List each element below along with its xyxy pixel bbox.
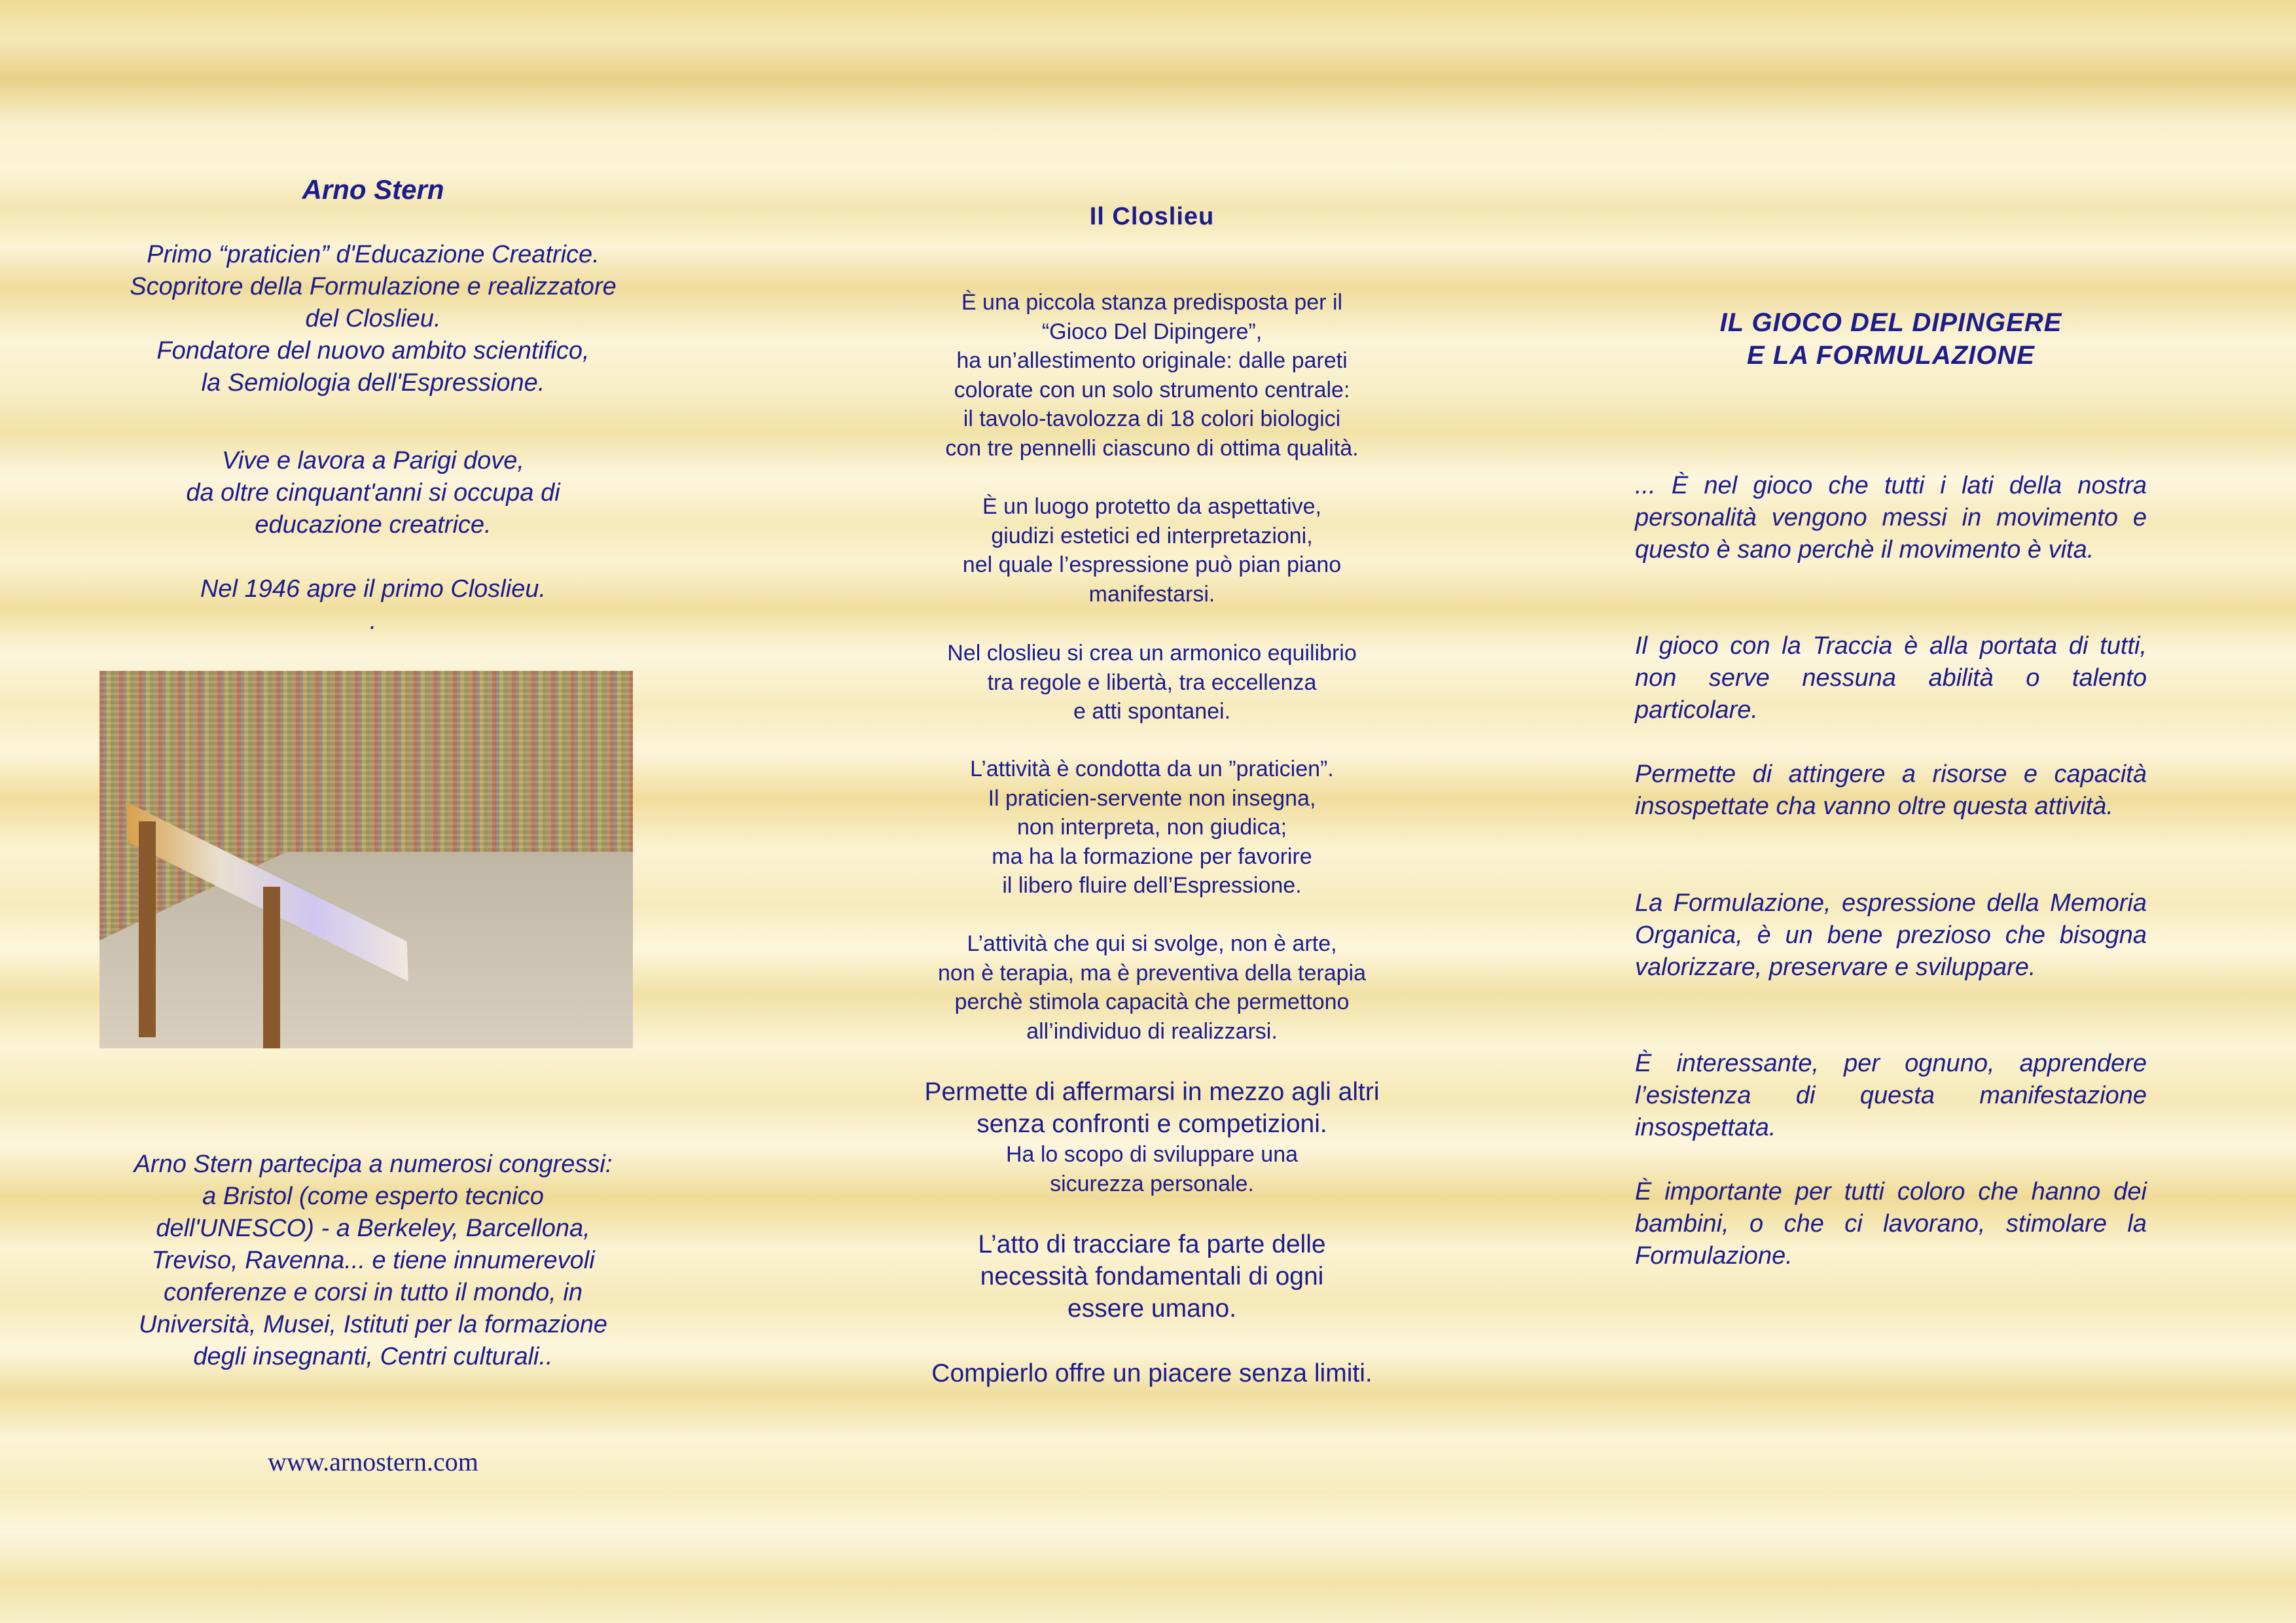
website-link[interactable]: www.arnostern.com bbox=[268, 1447, 478, 1476]
closlieu-photo bbox=[99, 671, 633, 1048]
author-title: Arno Stern bbox=[302, 174, 444, 205]
closlieu-paragraph-2: È un luogo protetto da aspettative, giudizi estetici ed interpretazioni, nel quale l’espressione può pian piano manifestarsi. bbox=[962, 494, 1342, 607]
game-paragraph-5: È interessante, per ognuno, apprendere l’esistenza di questa manifestazione insospettata. bbox=[1635, 1050, 2147, 1141]
closlieu-paragraph-6a: Permette di affermarsi in mezzo agli altri senza confronti e competizioni. bbox=[924, 1078, 1380, 1138]
table-leg bbox=[139, 821, 156, 1037]
author-life: Vive e lavora a Parigi dove, da oltre cinquant'anni si occupa di educazione creatrice. bbox=[186, 447, 560, 539]
author-intro: Primo “praticien” d'Educazione Creatrice. Scopritore della Formulazione e realizzatore del Closlieu. Fondatore del nuovo ambito scientifico, la Semiologia dell'Espressione. bbox=[130, 241, 617, 397]
first-closlieu: Nel 1946 apre il primo Closlieu. . bbox=[200, 575, 547, 635]
game-paragraph-6: È importante per tutti coloro che hanno dei bambini, o che ci lavorano, stimolare la Formulazione. bbox=[1635, 1178, 2147, 1270]
game-paragraph-4: La Formulazione, espressione della Memoria Organica, è un bene prezioso che bisogna valorizzare, preservare e sviluppare. bbox=[1635, 889, 2147, 981]
closlieu-paragraph-6b: Ha lo scopo di sviluppare una sicurezza personale. bbox=[1005, 1142, 1299, 1196]
closlieu-paragraph-5: L’attività che qui si svolge, non è arte, non è terapia, ma è preventiva della terapia perchè stimola capacità che permettono all’individuo di realizzarsi. bbox=[938, 931, 1366, 1044]
game-title: IL GIOCO DEL DIPINGERE E LA FORMULAZIONE bbox=[1719, 308, 2062, 370]
closlieu-paragraph-3: Nel closlieu si crea un armonico equilibrio tra regole e libertà, tra eccellenza e atti spontanei. bbox=[947, 641, 1357, 724]
game-paragraph-3: Permette di attingere a risorse e capacità insospettate cha vanno oltre questa attività. bbox=[1635, 760, 2147, 820]
closlieu-paragraph-7: L’atto di tracciare fa parte delle necessità fondamentali di ogni essere umano. bbox=[978, 1230, 1326, 1323]
game-paragraph-1: ... È nel gioco che tutti i lati della nostra personalità vengono messi in movimento e questo è sano perchè il movimento è vita. bbox=[1635, 472, 2147, 563]
closlieu-paragraph-4: L’attività è condotta da un ”praticien”. Il praticien-servente non insegna, non interpreta, non giudica; ma ha la formazione per favorire il libero fluire dell’Espressione. bbox=[970, 757, 1334, 898]
closlieu-paragraph-8: Compierlo offre un piacere senza limiti. bbox=[931, 1359, 1372, 1387]
game-paragraph-2: Il gioco con la Traccia è alla portata di tutti, non serve nessuna abilità o talento particolare. bbox=[1635, 632, 2147, 724]
table-leg bbox=[263, 887, 280, 1048]
congress-text: Arno Stern partecipa a numerosi congressi: a Bristol (come esperto tecnico dell'UNESCO) - a Berkeley, Barcellona, Treviso, Ravenna... e tiene innumerevoli conferenze e corsi in tutto il mondo, in Università, Musei, Istituti per la formazione degli insegnanti, Centri culturali.. bbox=[134, 1150, 613, 1370]
closlieu-title: Il Closlieu bbox=[1089, 203, 1215, 230]
closlieu-paragraph-1: È una piccola stanza predisposta per il “Gioco Del Dipingere”, ha un’allestimento originale: dalle pareti colorate con un solo strumento centrale: il tavolo-tavolozza di 18 colori biologici con tre pennelli ciascuno di ottima qualità. bbox=[945, 290, 1359, 461]
